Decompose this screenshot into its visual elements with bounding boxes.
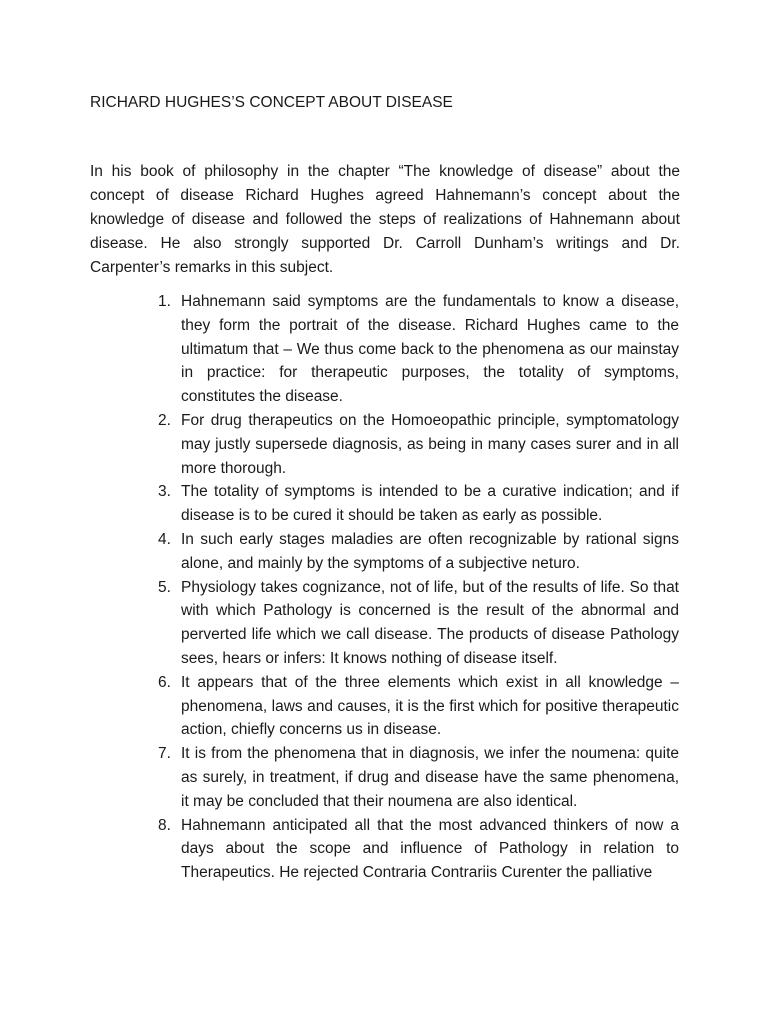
list-item-number: 4. xyxy=(158,530,171,548)
list-item-number: 6. xyxy=(158,673,171,691)
list-item-text: For drug therapeutics on the Homoeopathic principle, symptomatology may justly supersede diagnosis, as being in many cases surer and in all more thorough. xyxy=(181,411,679,477)
list-item-number: 1. xyxy=(158,293,171,310)
list-item-text: In such early stages maladies are often recognizable by rational signs alone, and mainly by the symptoms of a subjective neturo. xyxy=(181,530,679,572)
list-item xyxy=(146,742,679,813)
list-item-text: It appears that of the three elements which exist in all knowledge – phenomena, laws and causes, it is the first which for positive therapeutic action, chiefly concerns us in disease. xyxy=(181,673,679,739)
document-title: RICHARD HUGHES’S CONCEPT ABOUT DISEASE xyxy=(90,94,453,111)
list-item-number: 8. xyxy=(158,816,171,834)
list-item xyxy=(146,576,679,671)
list-item-text: Physiology takes cognizance, not of life, but of the results of life. So that with which Pathology is concerned is the result of the abnormal and perverted life which we call disease. The products of disease Pathology sees, hears or infers: It knows nothing of disease itself. xyxy=(181,578,679,667)
list-item xyxy=(146,671,679,742)
list-item-number: 5. xyxy=(158,578,171,596)
list-item xyxy=(146,480,679,528)
list-item-text: The totality of symptoms is intended to be a curative indication; and if disease is to be cured it should be taken as early as possible. xyxy=(181,483,679,525)
list-item-number: 7. xyxy=(158,745,171,763)
numbered-list xyxy=(146,290,679,885)
list-item-number: 2. xyxy=(158,411,171,429)
list-item-text: Hahnemann said symptoms are the fundamentals to know a disease, they form the portrait of the disease. Richard Hughes came to the ultimatum that – We thus come back to the phenomena as our mainstay in practice: for therapeutic purposes, the totality of symptoms, constitutes the disease. xyxy=(181,293,679,406)
list-item-number: 3. xyxy=(158,483,171,501)
list-item xyxy=(146,409,679,480)
list-item xyxy=(146,814,679,885)
list-item-text: Hahnemann anticipated all that the most advanced thinkers of now a days about the scope and influence of Pathology in relation to Therapeutics. He rejected Contraria Contrariis Curenter the palliative xyxy=(181,816,679,882)
list-item-text: It is from the phenomena that in diagnosis, we infer the noumena: quite as surely, in treatment, if drug and disease have the same phenomena, it may be concluded that their noumena are also identical. xyxy=(181,745,679,810)
list-item xyxy=(146,528,679,576)
list-item xyxy=(146,290,679,409)
intro-paragraph: In his book of philosophy in the chapter “The knowledge of disease” about the concept of disease Richard Hughes agreed Hahnemann’s concept about the knowledge of disease and followed the steps of realizations of Hahnemann about disease. He also strongly supported Dr. Carroll Dunham’s writings and Dr. Carpenter’s remarks in this subject. xyxy=(90,163,680,276)
